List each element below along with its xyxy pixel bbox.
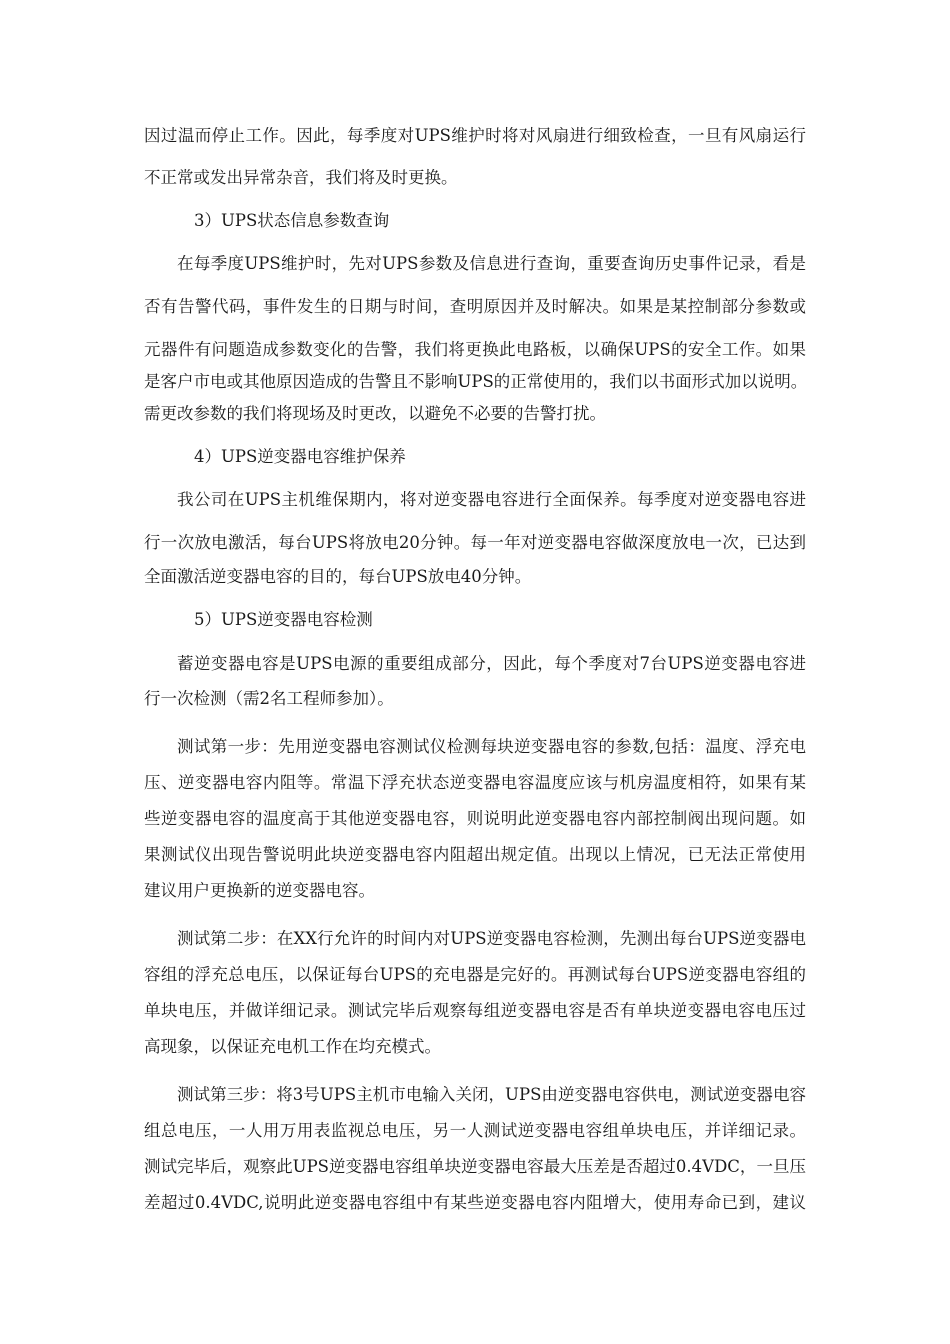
text-line: 不正常或发出异常杂音，我们将及时更换。	[144, 168, 458, 187]
text-line: 否有告警代码，事件发生的日期与时间，查明原因并及时解决。如果是某控制部分参数或	[144, 297, 806, 316]
text-line: 行一次放电激活，每台UPS将放电20分钟。每一年对逆变器电容做深度放电一次，已达到	[144, 533, 806, 552]
text-line: 蓄逆变器电容是UPS电源的重要组成部分，因此，每个季度对7台UPS逆变器电容进	[177, 654, 806, 673]
text-line: 建议用户更换新的逆变器电容。	[144, 881, 375, 900]
text-line: 元器件有问题造成参数变化的告警，我们将更换此电路板，以确保UPS的安全工作。如果	[144, 340, 806, 359]
text-line: 测试第一步：先用逆变器电容测试仪检测每块逆变器电容的参数,包括：温度、浮充电	[177, 737, 806, 756]
text-line: 测试完毕后，观察此UPS逆变器电容组单块逆变器电容最大压差是否超过0.4VDC，一旦压	[144, 1157, 806, 1176]
text-line: 高现象，以保证充电机工作在均充模式。	[144, 1037, 441, 1056]
text-line: 差超过0.4VDC,说明此逆变器电容组中有某些逆变器电容内阻增大，使用寿命已到，建议	[144, 1193, 806, 1212]
text-line: 需更改参数的我们将现场及时更改，以避免不必要的告警打扰。	[144, 404, 606, 423]
text-line: 全面激活逆变器电容的目的，每台UPS放电40分钟。	[144, 567, 532, 586]
text-line: 行一次检测（需2名工程师参加）。	[144, 689, 394, 708]
text-line: 因过温而停止工作。因此，每季度对UPS维护时将对风扇进行细致检查，一旦有风扇运行	[144, 126, 806, 145]
text-line: 果测试仪出现告警说明此块逆变器电容内阻超出规定值。出现以上情况，已无法正常使用	[144, 845, 806, 864]
section-heading: 5）UPS逆变器电容检测	[194, 610, 373, 629]
text-line: 是客户市电或其他原因造成的告警且不影响UPS的正常使用的，我们以书面形式加以说明。	[144, 372, 808, 391]
text-line: 测试第三步：将3号UPS主机市电输入关闭，UPS由逆变器电容供电，测试逆变器电容	[177, 1085, 806, 1104]
text-line: 单块电压，并做详细记录。测试完毕后观察每组逆变器电容是否有单块逆变器电容电压过	[144, 1001, 806, 1020]
text-line: 测试第二步：在XX行允许的时间内对UPS逆变器电容检测，先测出每台UPS逆变器电	[177, 929, 806, 948]
text-line: 组总电压，一人用万用表监视总电压，另一人测试逆变器电容组单块电压，并详细记录。	[144, 1121, 806, 1140]
section-heading: 4）UPS逆变器电容维护保养	[194, 447, 406, 466]
text-line: 在每季度UPS维护时，先对UPS参数及信息进行查询，重要查询历史事件记录，看是	[177, 254, 806, 273]
text-line: 压、逆变器电容内阻等。常温下浮充状态逆变器电容温度应该与机房温度相符，如果有某	[144, 773, 806, 792]
text-line: 容组的浮充总电压，以保证每台UPS的充电器是完好的。再测试每台UPS逆变器电容组的	[144, 965, 806, 984]
text-line: 些逆变器电容的温度高于其他逆变器电容，则说明此逆变器电容内部控制阀出现问题。如	[144, 809, 806, 828]
text-line: 我公司在UPS主机维保期内，将对逆变器电容进行全面保养。每季度对逆变器电容进	[177, 490, 806, 509]
section-heading: 3）UPS状态信息参数查询	[194, 211, 390, 230]
